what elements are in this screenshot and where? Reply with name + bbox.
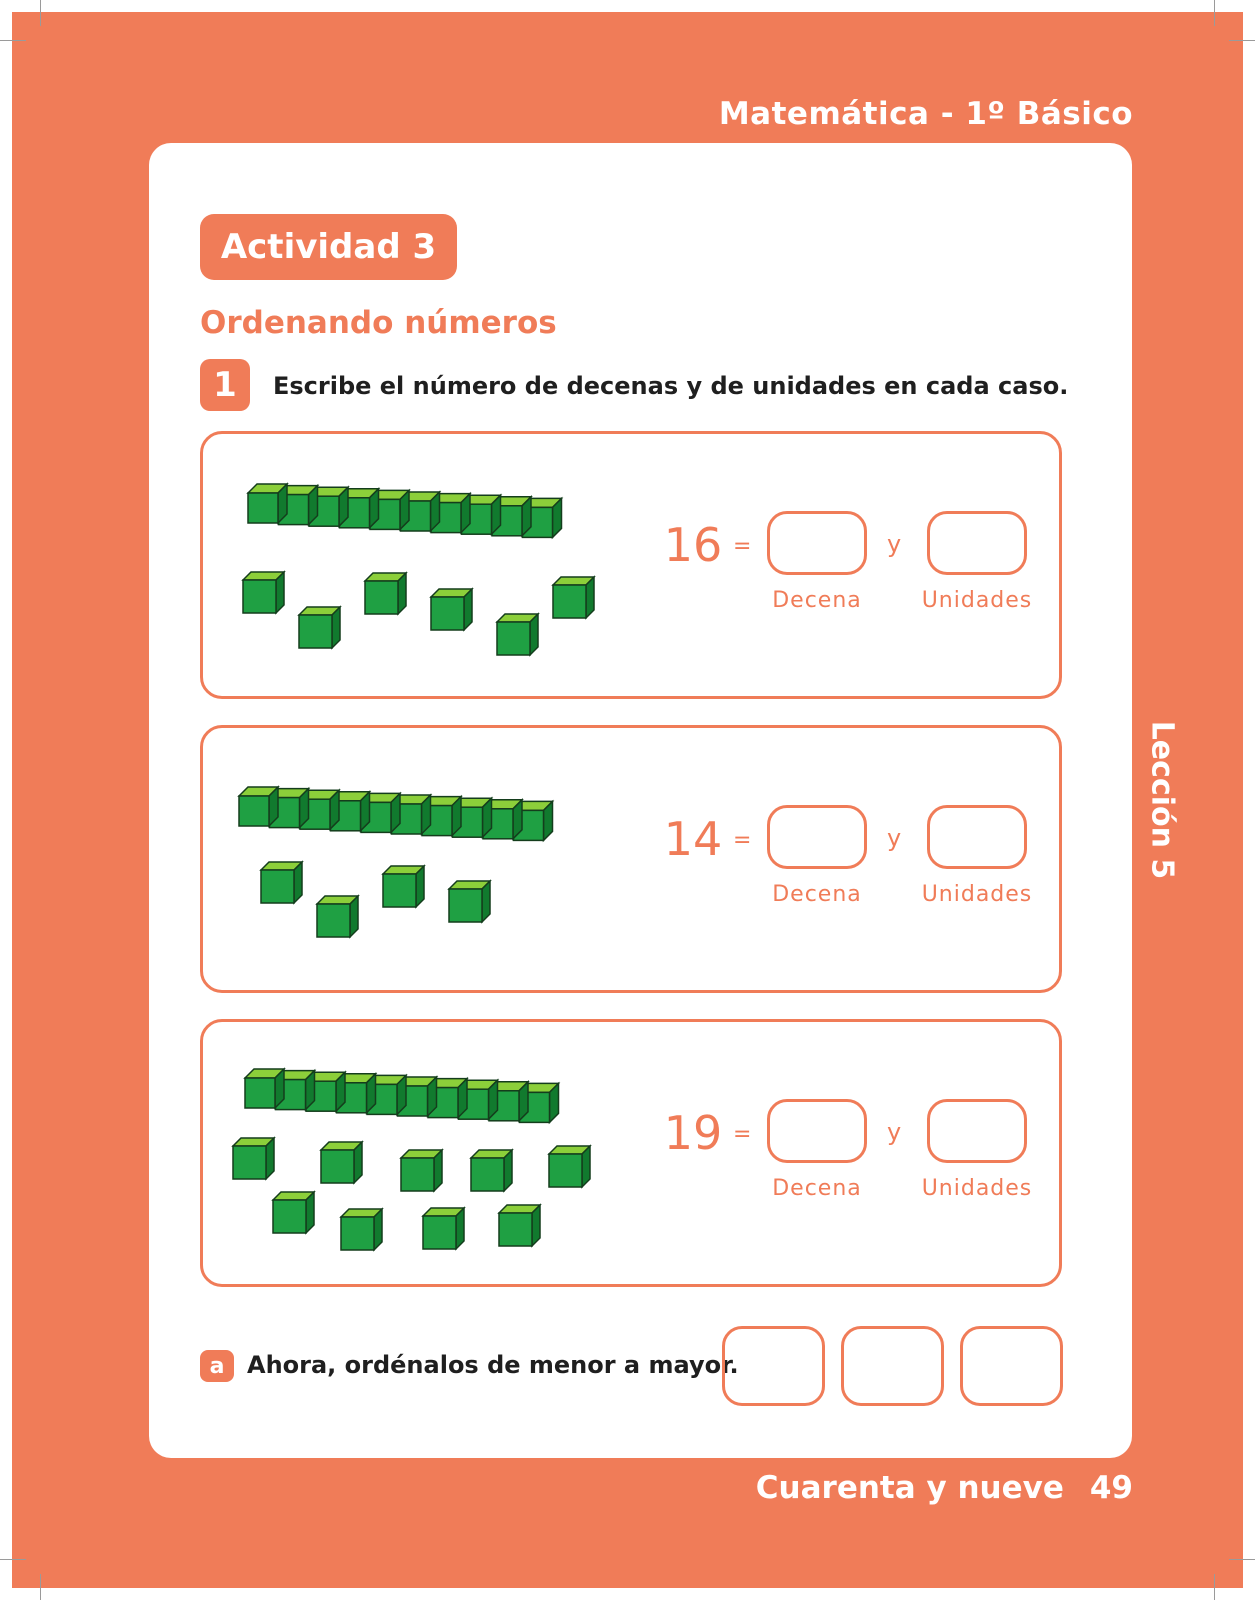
- crop-mark: [1214, 1574, 1215, 1600]
- order-answer-box[interactable]: [841, 1326, 944, 1406]
- sub-question-letter: a: [200, 1350, 234, 1382]
- exercise-card: [200, 431, 1062, 699]
- target-number: 19: [663, 1106, 723, 1160]
- crop-mark: [1229, 40, 1255, 41]
- exercise-card: [200, 1019, 1062, 1287]
- crop-mark: [0, 1559, 26, 1560]
- unit-cube: [341, 1209, 382, 1250]
- sub-question-instruction: Ahora, ordénalos de menor a mayor.: [247, 1351, 739, 1379]
- equals-sign: =: [733, 534, 752, 559]
- activity-badge: Actividad 3: [200, 214, 457, 280]
- unit-cube: [549, 1146, 590, 1187]
- target-number: 16: [663, 518, 723, 572]
- unit-cube: [317, 896, 358, 937]
- equals-sign: =: [733, 828, 752, 853]
- tens-label: Decena: [772, 882, 862, 907]
- units-answer-box[interactable]: [927, 1099, 1027, 1163]
- equals-sign: =: [733, 1122, 752, 1147]
- and-connector: y: [887, 1118, 902, 1146]
- unit-cube: [423, 1208, 464, 1249]
- units-answer-box[interactable]: [927, 511, 1027, 575]
- activity-card: [149, 143, 1132, 1458]
- unit-cube: [365, 573, 406, 614]
- crop-mark: [0, 40, 26, 41]
- unit-cube: [553, 577, 594, 618]
- lesson-side-label: Lección 5: [1144, 720, 1180, 880]
- activity-subtitle: Ordenando números: [200, 305, 557, 341]
- base-ten-blocks: [203, 1022, 623, 1284]
- tens-rod-cube: [248, 484, 287, 523]
- unit-cube: [273, 1192, 314, 1233]
- tens-label: Decena: [772, 1176, 862, 1201]
- unit-cube: [383, 866, 424, 907]
- question-instruction: Escribe el número de decenas y de unidades en cada caso.: [273, 372, 1069, 400]
- question-number-badge: 1: [200, 359, 250, 411]
- page-number: 49: [1089, 1470, 1133, 1506]
- crop-mark: [1214, 0, 1215, 26]
- unit-cube: [431, 589, 472, 630]
- page-footer: [756, 1470, 1133, 1506]
- page-header-title: Matemática - 1º Básico: [718, 96, 1133, 132]
- and-connector: y: [887, 530, 902, 558]
- units-label: Unidades: [921, 588, 1033, 613]
- base-ten-blocks: [203, 434, 623, 696]
- unit-cube: [261, 862, 302, 903]
- crop-mark: [40, 0, 41, 26]
- tens-rod: [245, 1069, 559, 1122]
- tens-rod-cube: [239, 787, 278, 826]
- target-number: 14: [663, 812, 723, 866]
- tens-rod: [248, 484, 562, 537]
- tens-answer-box[interactable]: [767, 1099, 867, 1163]
- unit-cube: [499, 1205, 540, 1246]
- tens-answer-box[interactable]: [767, 805, 867, 869]
- tens-rod-cube: [245, 1069, 284, 1108]
- crop-mark: [1229, 1559, 1255, 1560]
- unit-cube: [321, 1142, 362, 1183]
- unit-cube: [449, 881, 490, 922]
- unit-cube: [497, 614, 538, 655]
- unit-cube: [243, 572, 284, 613]
- and-connector: y: [887, 824, 902, 852]
- tens-label: Decena: [772, 588, 862, 613]
- crop-mark: [40, 1574, 41, 1600]
- page-number-words: Cuarenta y nueve: [755, 1470, 1064, 1506]
- unit-cube: [401, 1150, 442, 1191]
- units-answer-box[interactable]: [927, 805, 1027, 869]
- unit-cube: [299, 607, 340, 648]
- order-answer-box[interactable]: [722, 1326, 825, 1406]
- order-answer-box[interactable]: [960, 1326, 1063, 1406]
- tens-answer-box[interactable]: [767, 511, 867, 575]
- exercise-card: [200, 725, 1062, 993]
- base-ten-blocks: [203, 728, 623, 990]
- tens-rod: [239, 787, 553, 840]
- unit-cube: [471, 1150, 512, 1191]
- unit-cube: [233, 1138, 274, 1179]
- units-label: Unidades: [921, 1176, 1033, 1201]
- units-label: Unidades: [921, 882, 1033, 907]
